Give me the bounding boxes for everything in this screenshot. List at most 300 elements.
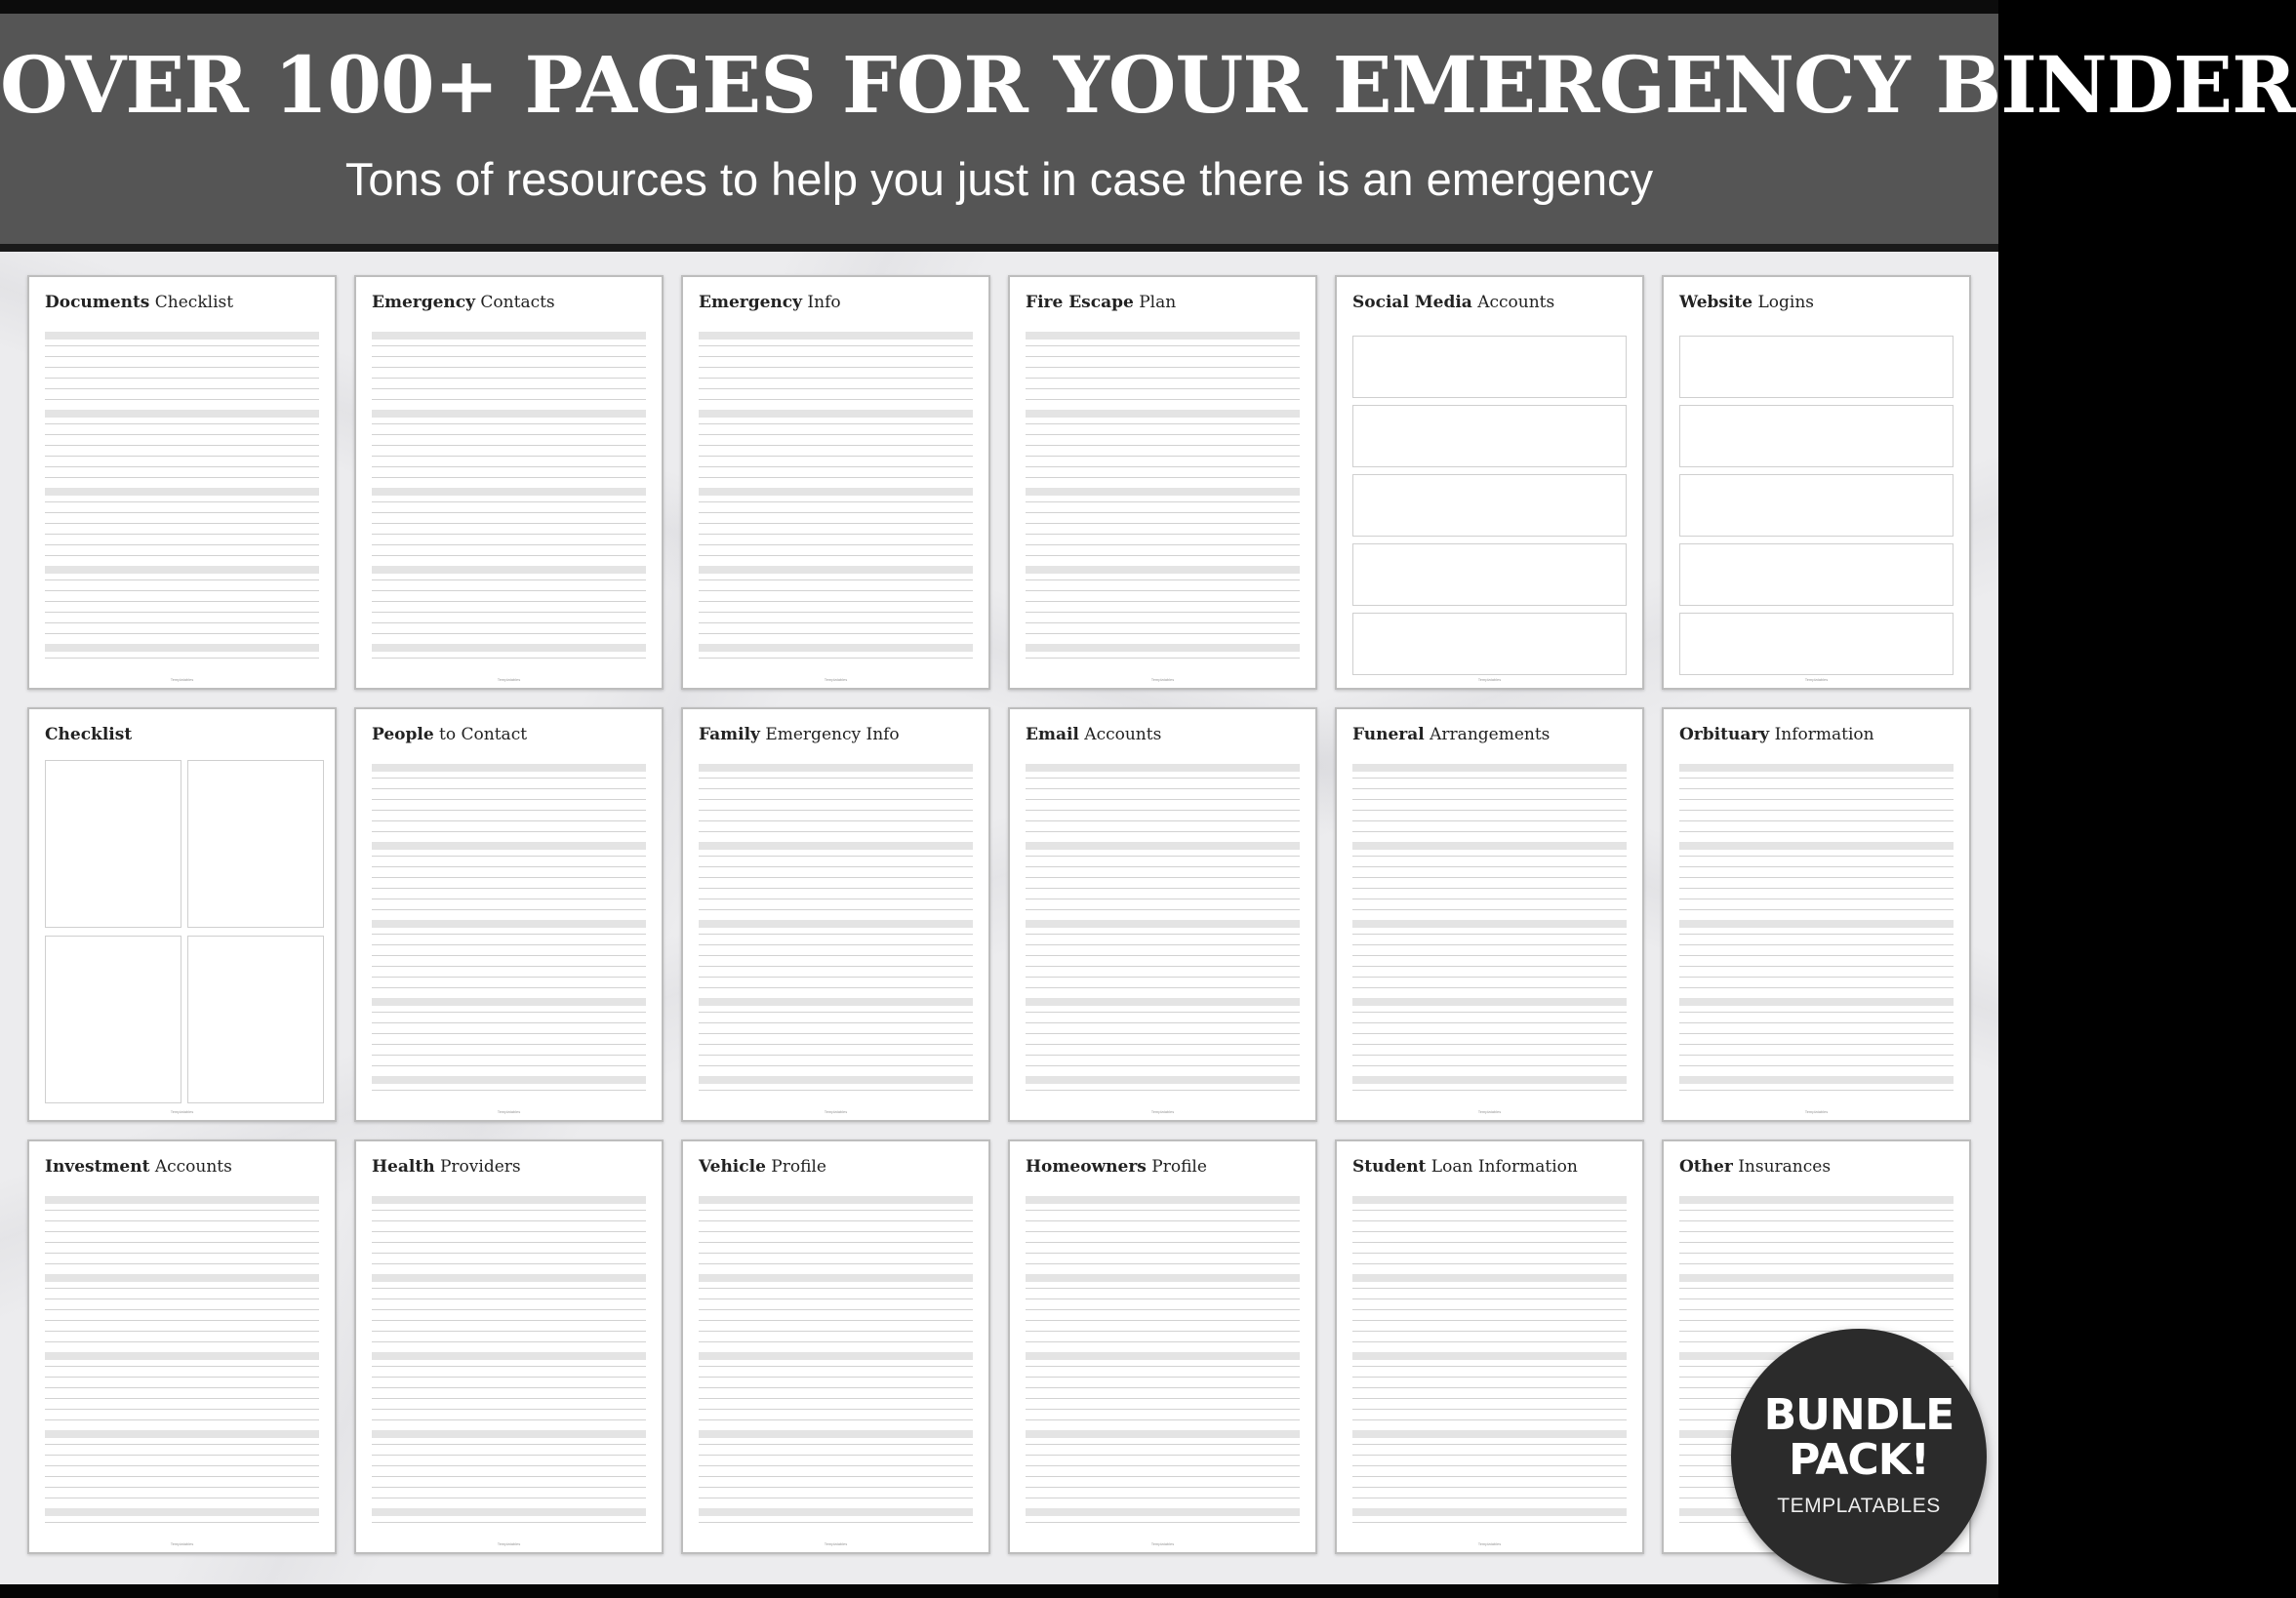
section-header-bar xyxy=(1679,1076,1954,1084)
form-line xyxy=(45,1366,319,1367)
page-preview-title xyxy=(1026,725,1161,744)
form-line xyxy=(1679,1253,1954,1254)
form-line xyxy=(1026,1044,1300,1045)
section-header-bar xyxy=(45,1352,319,1360)
form-line xyxy=(372,1288,646,1289)
account-box xyxy=(1679,543,1954,606)
form-line xyxy=(372,367,646,368)
section-header-bar xyxy=(45,1508,319,1516)
form-line xyxy=(1352,1398,1627,1399)
page-title-rest: Plan xyxy=(1133,293,1177,312)
form-line xyxy=(372,888,646,889)
section-header-bar xyxy=(372,410,646,418)
page-footer-brand: Templatables xyxy=(170,677,194,682)
form-line xyxy=(1679,1012,1954,1013)
form-line xyxy=(1026,866,1300,867)
page-title-rest: Logins xyxy=(1752,293,1815,312)
form-line xyxy=(1026,977,1300,978)
form-line xyxy=(1352,1320,1627,1321)
page-title-rest: Insurances xyxy=(1732,1157,1832,1177)
page-preview xyxy=(27,707,337,1122)
form-line xyxy=(372,977,646,978)
form-line xyxy=(1352,1231,1627,1232)
form-line xyxy=(1026,1341,1300,1342)
form-line xyxy=(1679,1090,1954,1091)
page-preview-title xyxy=(1679,1157,1831,1177)
form-line xyxy=(699,877,973,878)
form-line xyxy=(372,612,646,613)
form-line xyxy=(1026,466,1300,467)
form-line xyxy=(372,534,646,535)
form-line xyxy=(1352,1033,1627,1034)
form-line xyxy=(1026,1022,1300,1023)
page-preview-title xyxy=(372,725,527,744)
form-line xyxy=(372,622,646,623)
form-line xyxy=(1352,1522,1627,1523)
form-line xyxy=(1026,1476,1300,1477)
form-line xyxy=(1026,799,1300,800)
form-line xyxy=(1352,934,1627,935)
form-line xyxy=(1026,1377,1300,1378)
form-line xyxy=(699,1409,973,1410)
page-footer-brand: Templatables xyxy=(1477,1109,1502,1114)
page-title-bold: Student xyxy=(1352,1157,1427,1177)
form-line xyxy=(45,367,319,368)
page-preview xyxy=(681,707,990,1122)
form-line xyxy=(372,1409,646,1410)
form-line xyxy=(699,977,973,978)
form-line xyxy=(1026,1419,1300,1420)
form-line xyxy=(1026,778,1300,779)
form-line xyxy=(1026,1253,1300,1254)
page-preview-title xyxy=(699,293,841,312)
section-header-bar xyxy=(699,332,973,340)
form-line xyxy=(699,1288,973,1289)
form-line xyxy=(1352,1331,1627,1332)
form-line xyxy=(1026,1231,1300,1232)
form-line xyxy=(1352,1242,1627,1243)
form-line xyxy=(1026,1409,1300,1410)
form-line xyxy=(699,434,973,435)
form-line xyxy=(45,1210,319,1211)
badge-line-1: BUNDLE xyxy=(1763,1390,1954,1440)
form-line xyxy=(699,778,973,779)
form-line xyxy=(1026,1288,1300,1289)
form-line xyxy=(1026,1220,1300,1221)
form-line xyxy=(699,399,973,400)
form-line xyxy=(1679,888,1954,889)
checklist-box xyxy=(45,760,181,928)
form-line xyxy=(1026,1298,1300,1299)
form-line xyxy=(372,1065,646,1066)
page-title-bold: Other xyxy=(1679,1157,1733,1177)
form-line xyxy=(699,1022,973,1023)
page-preview xyxy=(681,275,990,690)
form-line xyxy=(372,810,646,811)
form-line xyxy=(699,987,973,988)
form-line xyxy=(372,590,646,591)
form-line xyxy=(699,601,973,602)
form-line xyxy=(372,799,646,800)
form-line xyxy=(1352,987,1627,988)
divider-bar xyxy=(0,244,1998,252)
form-line xyxy=(45,1341,319,1342)
form-line xyxy=(699,378,973,379)
form-line xyxy=(372,1231,646,1232)
section-header-bar xyxy=(372,488,646,496)
form-line xyxy=(1352,1065,1627,1066)
section-header-bar xyxy=(1679,764,1954,772)
account-box xyxy=(1352,336,1627,398)
page-footer-brand: Templatables xyxy=(824,677,848,682)
form-line xyxy=(1679,1065,1954,1066)
form-line xyxy=(372,820,646,821)
form-line xyxy=(372,477,646,478)
account-box xyxy=(1679,474,1954,537)
form-line xyxy=(45,477,319,478)
section-header-bar xyxy=(1026,920,1300,928)
form-sheet xyxy=(1679,760,1954,1099)
form-line xyxy=(1026,1320,1300,1321)
form-line xyxy=(699,856,973,857)
form-line xyxy=(1352,888,1627,889)
form-line xyxy=(1679,831,1954,832)
form-line xyxy=(372,555,646,556)
form-line xyxy=(699,658,973,659)
section-header-bar xyxy=(1352,1274,1627,1282)
section-header-bar xyxy=(45,1430,319,1438)
subheadline: Tons of resources to help you just in case there is an emergency xyxy=(344,153,1654,205)
form-line xyxy=(1679,987,1954,988)
account-box xyxy=(1679,336,1954,398)
form-line xyxy=(1026,1465,1300,1466)
page-preview-title xyxy=(1352,725,1550,744)
section-header-bar xyxy=(1026,842,1300,850)
page-preview xyxy=(1662,275,1971,690)
section-header-bar xyxy=(1026,1352,1300,1360)
form-line xyxy=(1026,1065,1300,1066)
form-line xyxy=(1352,877,1627,878)
page-preview xyxy=(1335,707,1644,1122)
form-line xyxy=(699,1377,973,1378)
form-line xyxy=(1352,1090,1627,1091)
form-line xyxy=(699,1065,973,1066)
section-header-bar xyxy=(699,1352,973,1360)
section-header-bar xyxy=(1026,566,1300,574)
page-title-bold: Health xyxy=(372,1157,435,1177)
form-line xyxy=(699,888,973,889)
form-line xyxy=(699,1522,973,1523)
page-preview xyxy=(354,1139,664,1554)
section-header-bar xyxy=(1026,644,1300,652)
form-line xyxy=(699,633,973,634)
form-line xyxy=(699,944,973,945)
section-header-bar xyxy=(1679,1274,1954,1282)
form-line xyxy=(45,612,319,613)
page-preview-title xyxy=(1026,1157,1207,1177)
form-line xyxy=(372,1398,646,1399)
account-box xyxy=(1352,405,1627,467)
form-line xyxy=(1026,512,1300,513)
page-footer-brand: Templatables xyxy=(1804,677,1829,682)
section-header-bar xyxy=(1352,1430,1627,1438)
form-line xyxy=(699,466,973,467)
form-line xyxy=(1026,888,1300,889)
form-line xyxy=(1026,856,1300,857)
form-line xyxy=(699,579,973,580)
page-footer-brand: Templatables xyxy=(1477,677,1502,682)
section-header-bar xyxy=(1026,1274,1300,1282)
form-line xyxy=(699,1341,973,1342)
form-line xyxy=(372,1033,646,1034)
form-line xyxy=(372,356,646,357)
form-sheet xyxy=(1026,760,1300,1099)
page-preview xyxy=(27,275,337,690)
page-footer-brand: Templatables xyxy=(824,1541,848,1546)
form-line xyxy=(1352,778,1627,779)
form-sheet xyxy=(699,1192,973,1531)
form-line xyxy=(1679,1033,1954,1034)
form-line xyxy=(45,1231,319,1232)
form-line xyxy=(372,544,646,545)
form-line xyxy=(45,1377,319,1378)
form-line xyxy=(372,1419,646,1420)
form-line xyxy=(699,1387,973,1388)
page-preview-title xyxy=(699,1157,826,1177)
form-line xyxy=(1352,820,1627,821)
form-line xyxy=(1026,934,1300,935)
form-line xyxy=(1026,1242,1300,1243)
section-header-bar xyxy=(372,644,646,652)
form-line xyxy=(372,1465,646,1466)
section-header-bar xyxy=(1352,998,1627,1006)
form-line xyxy=(1352,1309,1627,1310)
form-line xyxy=(1026,434,1300,435)
form-line xyxy=(372,345,646,346)
page-title-rest: Profile xyxy=(1146,1157,1207,1177)
form-line xyxy=(45,1398,319,1399)
form-line xyxy=(1026,367,1300,368)
form-line xyxy=(699,1012,973,1013)
section-header-bar xyxy=(372,566,646,574)
form-line xyxy=(45,1220,319,1221)
section-header-bar xyxy=(372,920,646,928)
form-line xyxy=(1679,955,1954,956)
section-header-bar xyxy=(1679,920,1954,928)
form-line xyxy=(699,367,973,368)
form-sheet xyxy=(1026,1192,1300,1531)
form-line xyxy=(1352,1298,1627,1299)
form-line xyxy=(1352,1022,1627,1023)
form-line xyxy=(45,1476,319,1477)
form-line xyxy=(45,501,319,502)
form-line xyxy=(45,434,319,435)
form-line xyxy=(1679,1055,1954,1056)
account-box xyxy=(1679,405,1954,467)
form-line xyxy=(372,423,646,424)
form-line xyxy=(1026,555,1300,556)
section-header-bar xyxy=(45,332,319,340)
section-header-bar xyxy=(1026,410,1300,418)
page-title-bold: Funeral xyxy=(1352,725,1425,744)
form-line xyxy=(372,523,646,524)
page-preview-title xyxy=(45,1157,232,1177)
form-line xyxy=(1679,1331,1954,1332)
form-line xyxy=(1026,345,1300,346)
section-header-bar xyxy=(372,1430,646,1438)
section-header-bar xyxy=(699,998,973,1006)
section-header-bar xyxy=(699,764,973,772)
section-header-bar xyxy=(1026,1508,1300,1516)
form-line xyxy=(372,1022,646,1023)
form-line xyxy=(1679,1044,1954,1045)
form-line xyxy=(372,579,646,580)
form-line xyxy=(1679,788,1954,789)
headline: OVER 100+ PAGES FOR YOUR EMERGENCY BINDER xyxy=(0,39,2296,131)
form-line xyxy=(1026,633,1300,634)
page-footer-brand: Templatables xyxy=(170,1541,194,1546)
form-line xyxy=(372,658,646,659)
form-line xyxy=(1026,590,1300,591)
form-line xyxy=(1026,445,1300,446)
form-line xyxy=(372,1210,646,1211)
section-header-bar xyxy=(372,1274,646,1282)
section-header-bar xyxy=(1026,1430,1300,1438)
form-line xyxy=(1026,877,1300,878)
form-line xyxy=(699,788,973,789)
form-line xyxy=(1026,378,1300,379)
form-line xyxy=(1679,909,1954,910)
page-title-rest: Loan Information xyxy=(1426,1157,1578,1177)
form-line xyxy=(699,1366,973,1367)
checklist-box xyxy=(187,936,324,1103)
form-line xyxy=(1026,601,1300,602)
form-line xyxy=(1352,1263,1627,1264)
form-line xyxy=(372,1055,646,1056)
section-header-bar xyxy=(1352,1508,1627,1516)
form-line xyxy=(1026,1366,1300,1367)
form-line xyxy=(1026,534,1300,535)
section-header-bar xyxy=(699,410,973,418)
section-header-bar xyxy=(372,764,646,772)
form-line xyxy=(699,955,973,956)
form-line xyxy=(372,934,646,935)
page-preview xyxy=(1335,1139,1644,1554)
form-line xyxy=(1026,423,1300,424)
page-title-bold: Website xyxy=(1679,293,1753,312)
form-line xyxy=(45,523,319,524)
page-footer-brand: Templatables xyxy=(497,677,521,682)
form-line xyxy=(45,1298,319,1299)
form-sheet xyxy=(45,1192,319,1531)
form-line xyxy=(1026,356,1300,357)
form-line xyxy=(372,1044,646,1045)
section-header-bar xyxy=(699,1274,973,1282)
page-preview xyxy=(1008,275,1317,690)
checklist-box xyxy=(187,760,324,928)
section-header-bar xyxy=(699,644,973,652)
bundle-pack-badge xyxy=(1731,1329,1987,1584)
form-sheet xyxy=(699,760,973,1099)
page-title-bold: Email xyxy=(1026,725,1079,744)
form-line xyxy=(1679,799,1954,800)
form-line xyxy=(1026,944,1300,945)
form-line xyxy=(699,388,973,389)
form-line xyxy=(1679,1242,1954,1243)
form-line xyxy=(372,1263,646,1264)
form-line xyxy=(45,466,319,467)
page-footer-brand: Templatables xyxy=(1150,1541,1175,1546)
form-line xyxy=(1026,612,1300,613)
form-line xyxy=(45,1444,319,1445)
form-line xyxy=(1352,1220,1627,1221)
form-line xyxy=(699,1231,973,1232)
section-header-bar xyxy=(1352,1076,1627,1084)
form-line xyxy=(372,1298,646,1299)
page-title-bold: Family xyxy=(699,725,760,744)
form-sheet xyxy=(45,328,319,666)
form-line xyxy=(699,1242,973,1243)
form-line xyxy=(372,1341,646,1342)
page-preview-title xyxy=(699,725,900,744)
form-line xyxy=(1352,1210,1627,1211)
section-header-bar xyxy=(372,1076,646,1084)
page-preview xyxy=(1008,707,1317,1122)
form-line xyxy=(1352,1253,1627,1254)
page-title-bold: Emergency xyxy=(372,293,476,312)
page-preview xyxy=(354,707,664,1122)
form-line xyxy=(699,1398,973,1399)
form-line xyxy=(45,1522,319,1523)
form-line xyxy=(699,810,973,811)
form-line xyxy=(1679,934,1954,935)
form-line xyxy=(1352,1288,1627,1289)
form-line xyxy=(1352,1465,1627,1466)
section-header-bar xyxy=(372,1352,646,1360)
page-title-rest: Info xyxy=(802,293,841,312)
form-line xyxy=(699,820,973,821)
form-line xyxy=(1026,1387,1300,1388)
form-line xyxy=(45,1487,319,1488)
form-line xyxy=(699,356,973,357)
page-preview-title xyxy=(1679,293,1814,312)
form-line xyxy=(372,1387,646,1388)
form-line xyxy=(372,866,646,867)
top-strip xyxy=(0,0,1998,14)
form-line xyxy=(372,388,646,389)
section-header-bar xyxy=(1026,1196,1300,1204)
bottom-strip xyxy=(0,1584,1998,1598)
form-line xyxy=(699,1455,973,1456)
form-line xyxy=(1679,966,1954,967)
section-header-bar xyxy=(699,920,973,928)
form-sheet xyxy=(1352,760,1627,1099)
page-title-bold: Vehicle xyxy=(699,1157,766,1177)
form-line xyxy=(372,512,646,513)
form-line xyxy=(1026,477,1300,478)
form-line xyxy=(699,477,973,478)
page-title-rest: Profile xyxy=(765,1157,826,1177)
page-title-bold: Fire Escape xyxy=(1026,293,1134,312)
form-line xyxy=(1679,856,1954,857)
form-line xyxy=(1026,831,1300,832)
page-title-rest: Accounts xyxy=(1078,725,1162,744)
form-line xyxy=(1352,1341,1627,1342)
page-title-rest: Providers xyxy=(434,1157,521,1177)
form-line xyxy=(1679,1220,1954,1221)
form-line xyxy=(1352,856,1627,857)
section-header-bar xyxy=(1026,488,1300,496)
